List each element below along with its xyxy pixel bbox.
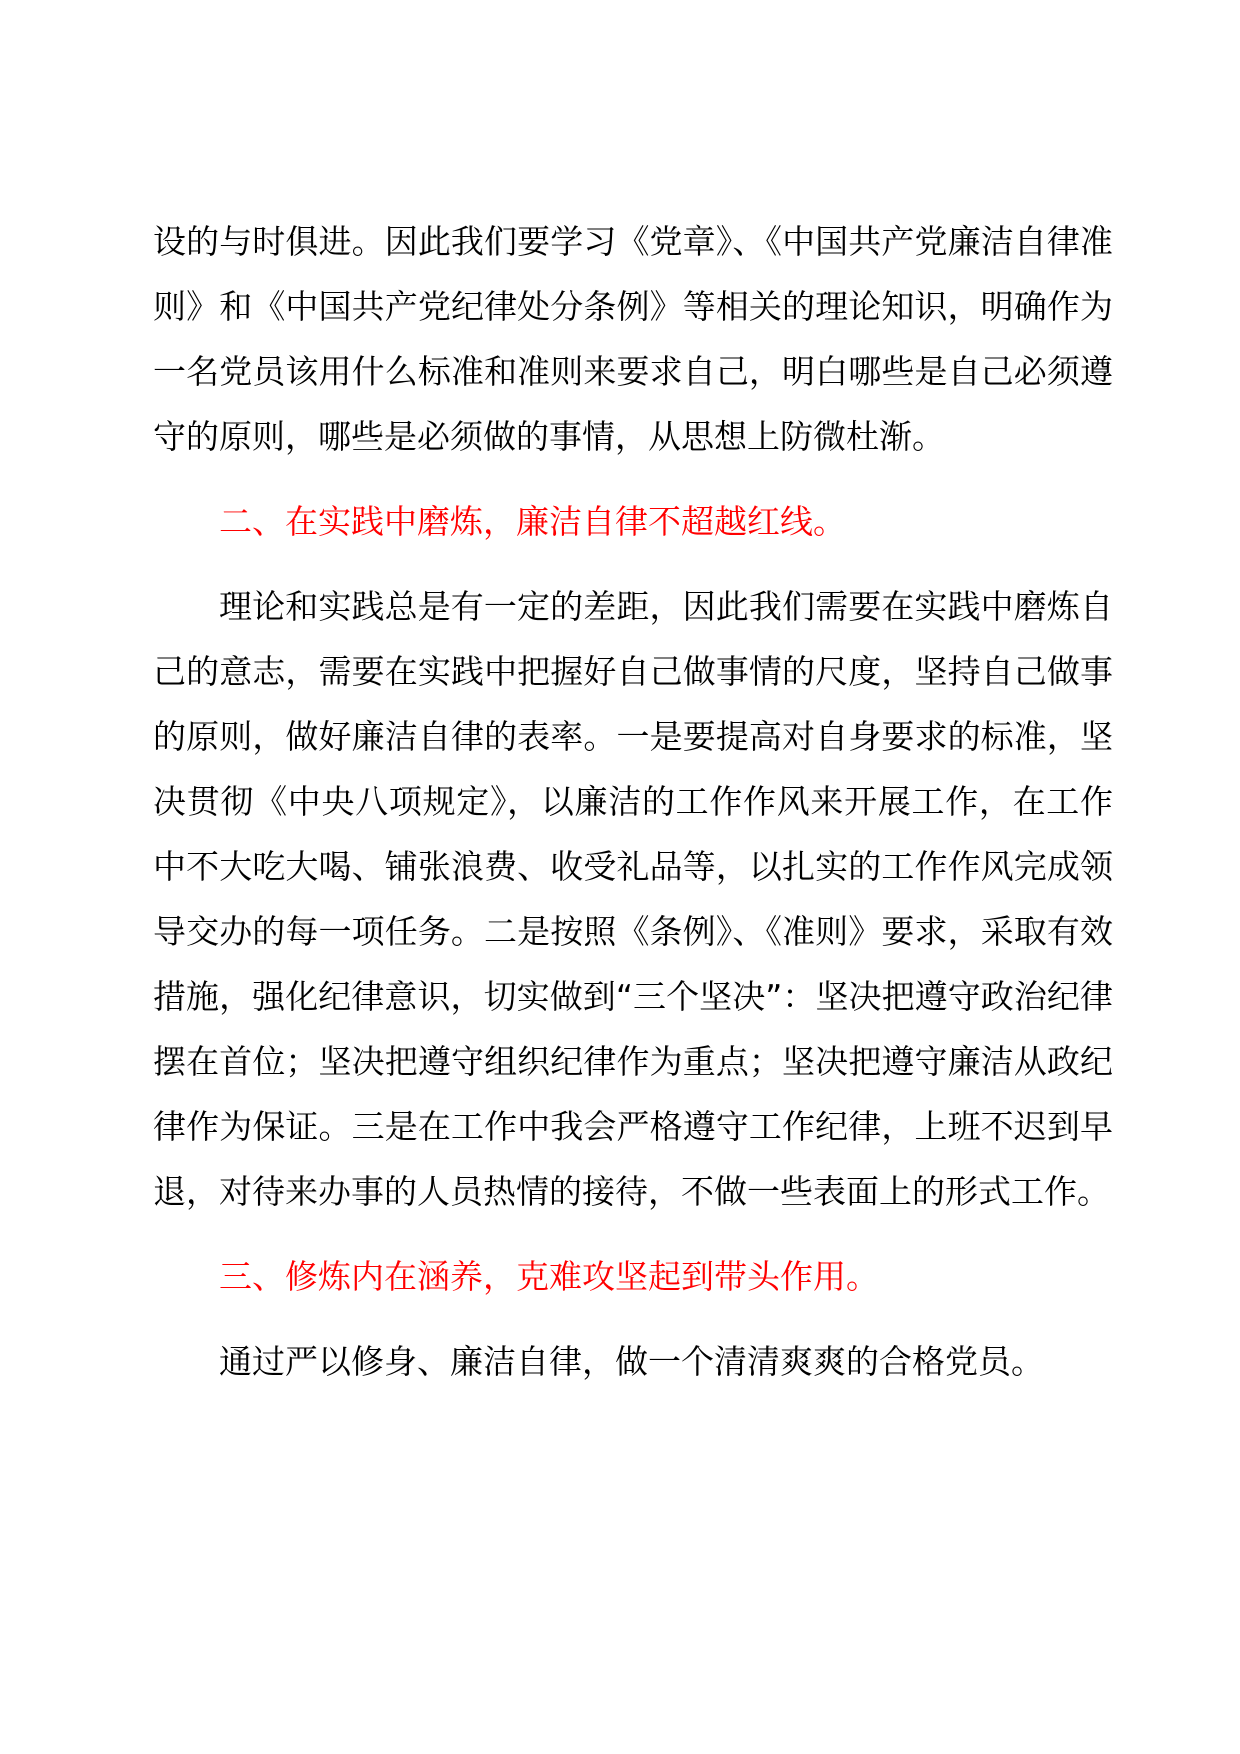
paragraph-cultivation: 通过严以修身、廉洁自律，做一个清清爽爽的合格党员。: [219, 1342, 1044, 1381]
section-heading-3: 三、修炼内在涵养，克难攻坚起到带头作用。: [219, 1257, 879, 1296]
paragraph-practice: 理论和实践总是有一定的差距，因此我们需要在实践中磨炼自己的意志，需要在实践中把握好自己做事情的尺度，坚持自己做事的原则，做好廉洁自律的表率。一是要提高对自身要求的标准，坚决贯彻《中央八项规定》，以廉洁的工作作风来开展工作，在工作中不大吃大喝、铺张浪费、收受礼品等，以扎实的工作作风完成领导交办的每一项任务。二是按照《条例》、《准则》要求，采取有效措施，强化纪律意识，切实做到“三个坚决”：坚决把遵守政治纪律摆在首位；坚决把遵守组织纪律作为重点；坚决把遵守廉洁从政纪律作为保证。三是在工作中我会严格遵守工作纪律，上班不迟到早退，对待来办事的人员热情的接待，不做一些表面上的形式工作。: [153, 587, 1113, 1211]
document-body: [153, 209, 1113, 1394]
section-heading-2: 二、在实践中磨炼，廉洁自律不超越红线。: [219, 502, 846, 541]
paragraph-intro: 设的与时俱进。因此我们要学习《党章》、《中国共产党廉洁自律准则》和《中国共产党纪律处分条例》等相关的理论知识，明确作为一名党员该用什么标准和准则来要求自己，明白哪些是自己必须遵守的原则，哪些是必须做的事情，从思想上防微杜渐。: [153, 222, 1113, 456]
